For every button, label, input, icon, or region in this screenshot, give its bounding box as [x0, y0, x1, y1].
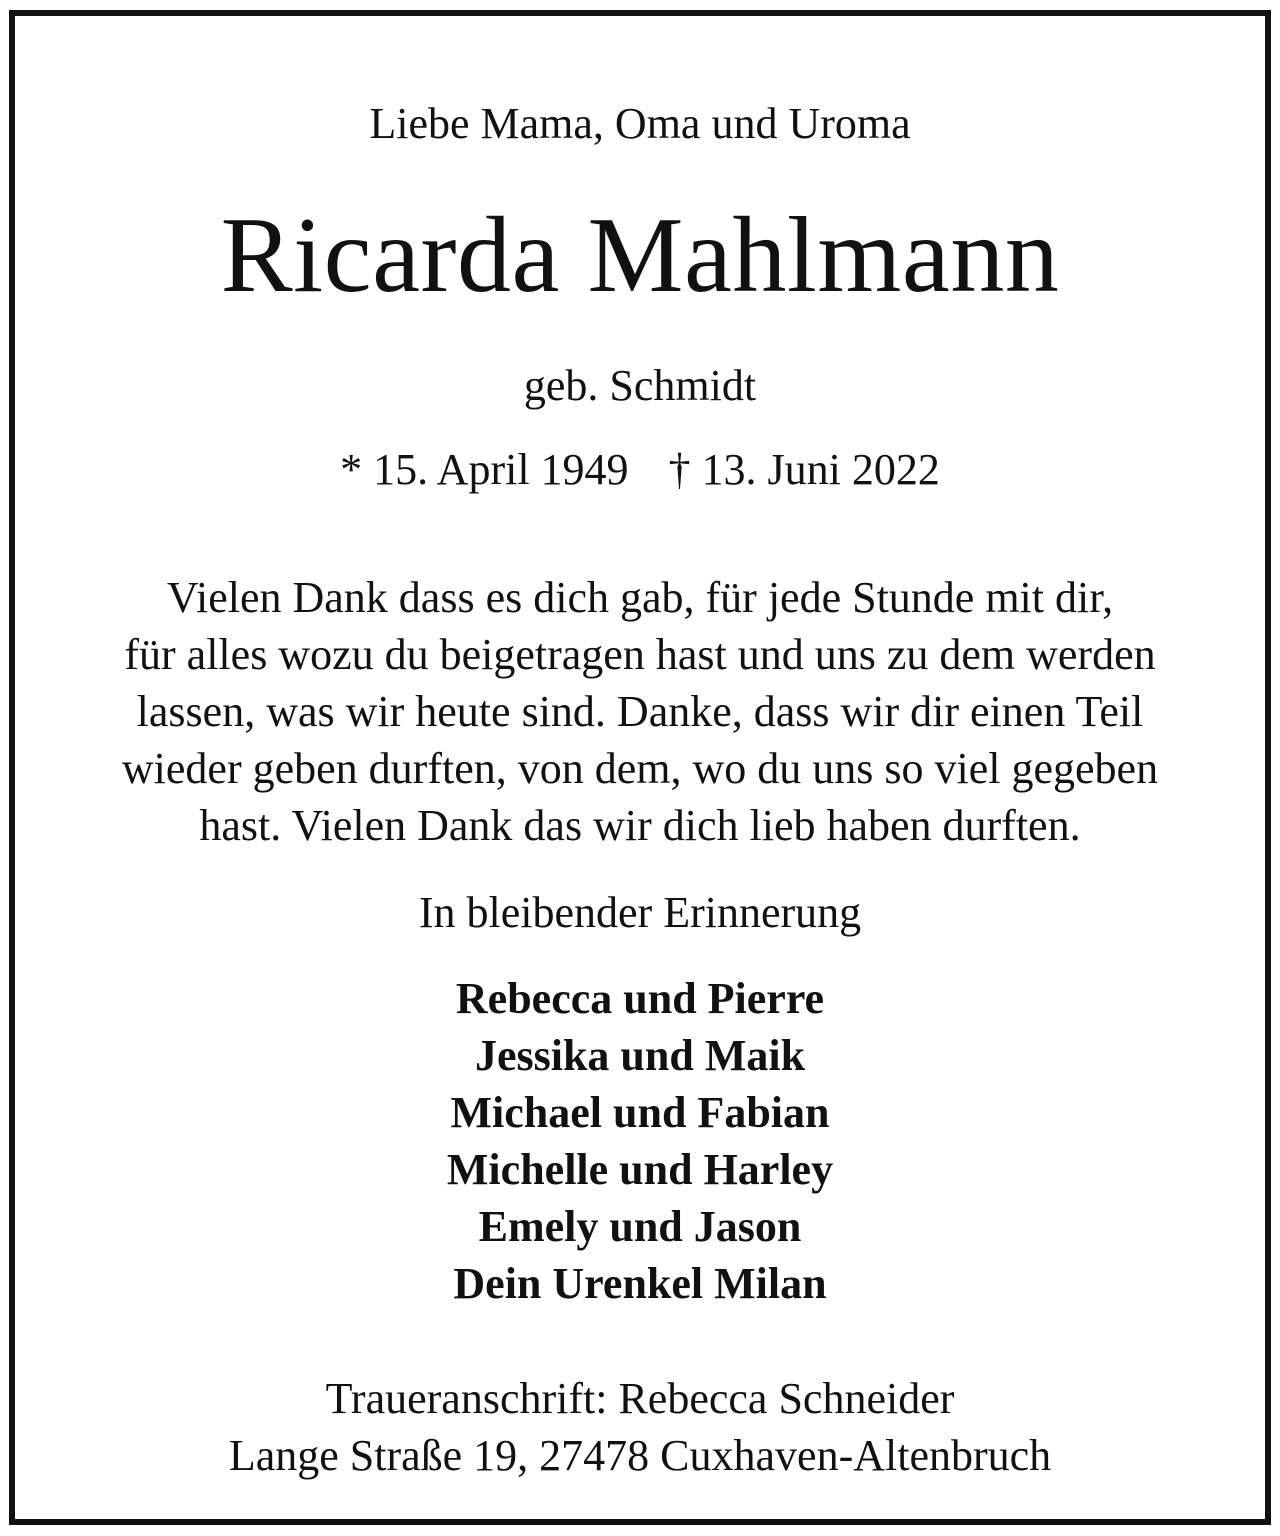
address-line: Traueranschrift: Rebecca Schneider — [325, 1374, 955, 1423]
mourner-entry: Michelle und Harley — [446, 1145, 834, 1194]
mourner-entry: Emely und Jason — [478, 1202, 802, 1251]
mourner-entry: Dein Urenkel Milan — [453, 1259, 827, 1308]
tribute-line: hast. Vielen Dank das wir dich lieb haben durften. — [199, 801, 1081, 850]
mourner-entry: Jessika und Maik — [474, 1031, 806, 1080]
intro-line: Liebe Mama, Oma und Uroma — [369, 99, 911, 148]
life-dates — [15, 442, 1265, 498]
obituary-notice — [9, 10, 1271, 1525]
maiden-name: geb. Schmidt — [523, 361, 757, 410]
mourning-address — [15, 1370, 1265, 1484]
tribute-line: lassen, was wir heute sind. Danke, dass wir dir einen Teil — [136, 687, 1144, 736]
mourner-entry: Michael und Fabian — [450, 1088, 830, 1137]
death-date: † 13. Juni 2022 — [668, 445, 940, 494]
tribute-line: wieder geben durften, von dem, wo du uns so viel gegeben — [121, 744, 1159, 793]
mourner-entry: Rebecca und Pierre — [455, 974, 825, 1023]
tribute-line: für alles wozu du beigetragen hast und uns zu dem werden — [124, 630, 1156, 679]
deceased-name: Ricarda Mahlmann — [220, 196, 1060, 315]
birth-date: * 15. April 1949 — [340, 445, 629, 494]
tribute-line: Vielen Dank dass es dich gab, für jede Stunde mit dir, — [166, 573, 1114, 622]
mourners-list — [15, 970, 1265, 1312]
address-line: Lange Straße 19, 27478 Cuxhaven-Altenbruch — [228, 1431, 1052, 1480]
memory-line: In bleibender Erinnerung — [418, 888, 862, 937]
tribute-text — [15, 569, 1265, 854]
